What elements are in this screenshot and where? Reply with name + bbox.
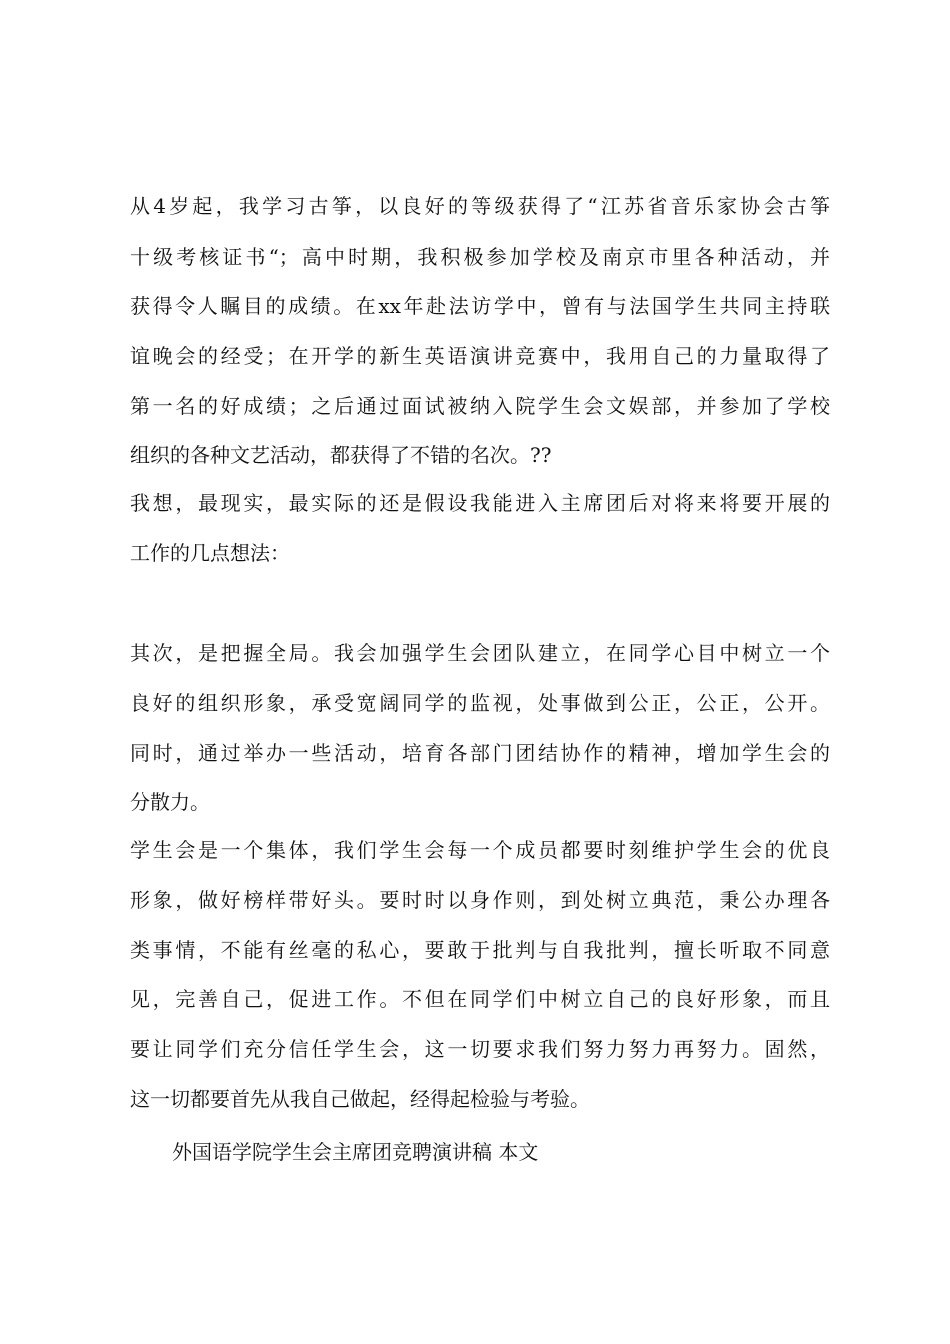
paragraph-4-line-1: 学生会是一个集体，我们学生会每一个成员都要时刻维护学生会的优良 xyxy=(130,838,830,862)
paragraph-4-line-6: 这一切都要首先从我自己做起，经得起检验与考验。 xyxy=(130,1087,590,1111)
paragraph-3-line-3: 同时，通过举办一些活动，培育各部门团结协作的精神，增加学生会的 xyxy=(130,741,830,765)
paragraph-2-line-2: 工作的几点想法： xyxy=(130,541,290,565)
paragraph-2-line-1: 我想，最现实，最实际的还是假设我能进入主席团后对将来将要开展的 xyxy=(130,491,830,515)
paragraph-4-line-5: 要让同学们充分信任学生会，这一切要求我们努力努力再努力。固然， xyxy=(130,1037,830,1061)
paragraph-3-line-4: 分散力。 xyxy=(130,790,210,814)
paragraph-1-line-5: 第一名的好成绩；之后通过面试被纳入院学生会文娱部，并参加了学校 xyxy=(130,394,830,418)
paragraph-1-line-4: 谊晚会的经受；在开学的新生英语演讲竞赛中，我用自己的力量取得了 xyxy=(130,344,830,368)
paragraph-3-line-1: 其次，是把握全局。我会加强学生会团队建立，在同学心目中树立一个 xyxy=(130,641,830,665)
paragraph-3-line-2: 良好的组织形象，承受宽阔同学的监视，处事做到公正，公正，公开。 xyxy=(130,691,830,715)
paragraph-4-line-4: 见，完善自己，促进工作。不但在同学们中树立自己的良好形象，而且 xyxy=(130,987,830,1011)
paragraph-1-line-6: 组织的各种文艺活动，都获得了不错的名次。?? xyxy=(130,443,552,467)
paragraph-1-line-1: 从4岁起，我学习古筝，以良好的等级获得了“江苏省音乐家协会古筝 xyxy=(130,194,830,218)
document-footer-title: 外国语学院学生会主席团竞聘演讲稿 本文 xyxy=(172,1140,539,1164)
paragraph-4-line-2: 形象，做好榜样带好头。要时时以身作则，到处树立典范，秉公办理各 xyxy=(130,888,830,912)
paragraph-1-line-3: 获得令人瞩目的成绩。在xx年赴法访学中，曾有与法国学生共同主持联 xyxy=(130,294,830,318)
paragraph-4-line-3: 类事情，不能有丝毫的私心，要敢于批判与自我批判，擅长听取不同意 xyxy=(130,938,830,962)
paragraph-1-line-2: 十级考核证书“；高中时期，我积极参加学校及南京市里各种活动，并 xyxy=(130,245,830,269)
